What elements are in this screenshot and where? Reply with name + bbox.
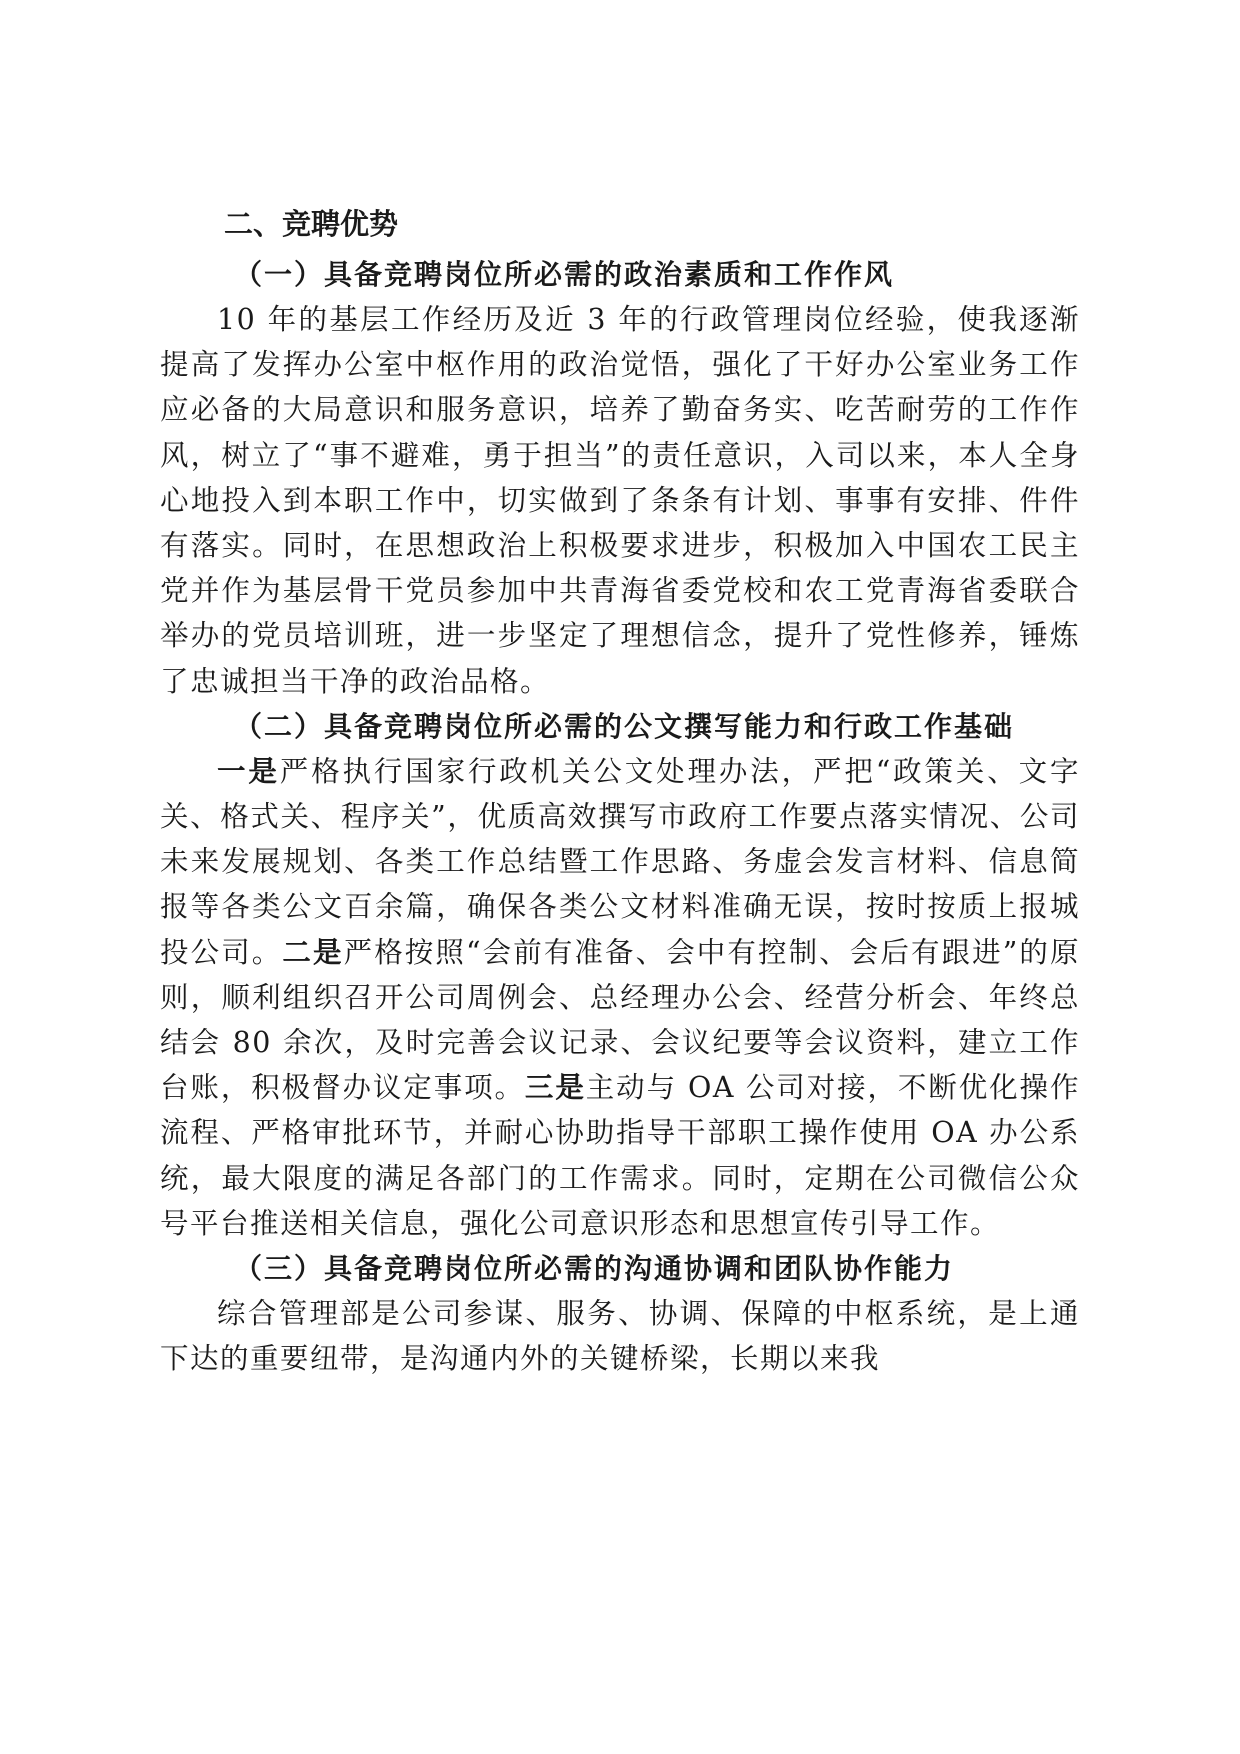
item-text-3: 主动与 OA 公司对接，不断优化操作流程、严格审批环节，并耐心协助指导干部职工操作使用 OA 办公系统，最大限度的满足各部门的工作需求。同时，定期在公司微信公众号平台推送相关信息，强化公司意识形态和思想宣传引导工作。 (160, 1071, 1080, 1240)
document-body (160, 196, 1080, 1381)
item-lead-1: 一是 (217, 754, 280, 788)
subsection-heading-3: （三）具备竞聘岗位所必需的沟通协调和团队协作能力 (234, 1252, 955, 1286)
section-title: 二、竞聘优势 (224, 207, 399, 241)
subsection-paragraph-1: 10 年的基层工作经历及近 3 年的行政管理岗位经验，使我逐渐提高了发挥办公室中枢作用的政治觉悟，强化了干好办公室业务工作应必备的大局意识和服务意识，培养了勤奋务实、吃苦耐劳的工作作风，树立了“事不避难，勇于担当”的责任意识，入司以来，本人全身心地投入到本职工作中，切实做到了条条有计划、事事有安排、件件有落实。同时，在思想政治上积极要求进步，积极加入中国农工民主党并作为基层骨干党员参加中共青海省委党校和农工党青海省委联合举办的党员培训班，进一步坚定了理想信念，提升了党性修养，锤炼了忠诚担当干净的政治品格。 (160, 303, 1080, 698)
item-text-2: 严格按照“会前有准备、会中有控制、会后有跟进”的原则，顺利组织召开公司周例会、总经理办公会、经营分析会、年终总结会 80 余次，及时完善会议记录、会议纪要等会议资料，建立工作台账，积极督办议定事项。 (160, 935, 1080, 1105)
subsection-heading-1: （一）具备竞聘岗位所必需的政治素质和工作作风 (234, 258, 895, 291)
item-lead-2: 二是 (282, 935, 344, 969)
subsection-heading-2: （二）具备竞聘岗位所必需的公文撰写能力和行政工作基础 (234, 709, 1015, 743)
subsection-paragraph-2 (160, 749, 1080, 1246)
item-lead-3: 三是 (524, 1071, 586, 1105)
subsection-paragraph-3: 综合管理部是公司参谋、服务、协调、保障的中枢系统，是上通下达的重要纽带，是沟通内外的关键桥梁，长期以来我 (160, 1297, 1080, 1376)
item-text-1: 严格执行国家行政机关公文处理办法，严把“政策关、文字关、格式关、程序关”，优质高效撰写市政府工作要点落实情况、公司未来发展规划、各类工作总结暨工作思路、务虚会发言材料、信息简报等各类公文百余篇，确保各类公文材料准确无误，按时按质上报城投公司。 (160, 754, 1080, 969)
